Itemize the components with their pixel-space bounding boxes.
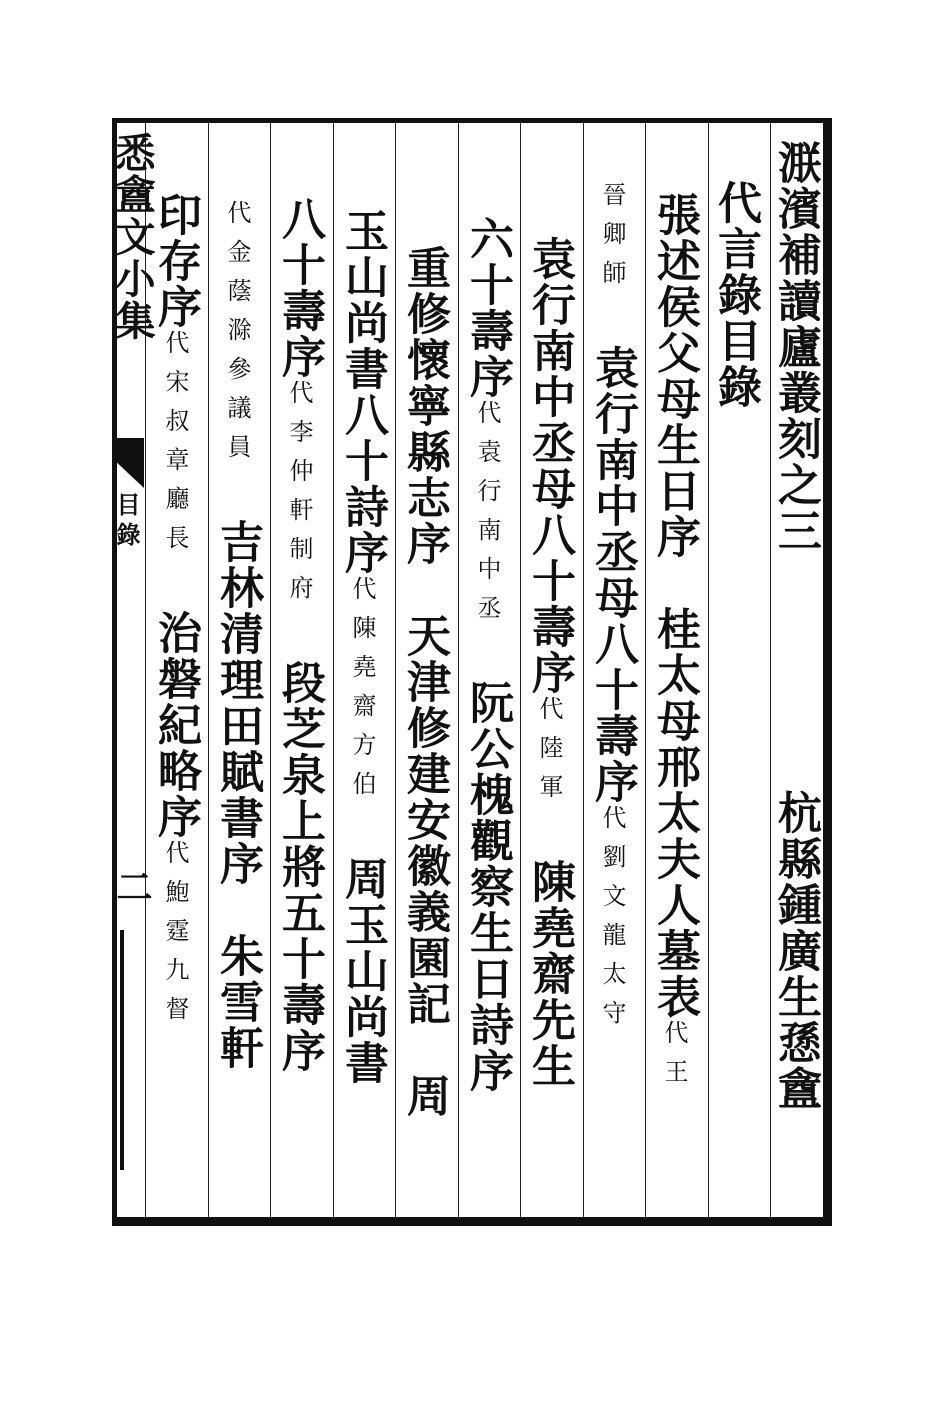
toc-entry: 印存序 bbox=[150, 192, 201, 330]
toc-column bbox=[524, 236, 575, 1089]
toc-entry: 天津修建安徽義園記 bbox=[399, 613, 450, 1027]
toc-entry: 八十壽序 bbox=[274, 196, 325, 380]
toc-entry bbox=[399, 1027, 450, 1073]
toc-note: 代劉文龍太守 bbox=[598, 805, 626, 1039]
toc-entry: 周玉山尚書 bbox=[337, 856, 388, 1086]
toc-note: 代陸軍 bbox=[535, 696, 563, 813]
toc-entry: 玉山尚書八十詩序 bbox=[337, 208, 388, 576]
toc-column bbox=[649, 192, 700, 1098]
toc-entry: 阮公槐觀察生日詩序 bbox=[462, 680, 513, 1094]
toc-column bbox=[212, 200, 263, 1071]
toc-entry: 桂太母邢太夫人墓表 bbox=[649, 606, 700, 1020]
book-title: 悉盦文小集 bbox=[109, 132, 156, 342]
toc-entry: 朱雪軒 bbox=[212, 933, 263, 1071]
toc-entry: 六十壽序 bbox=[462, 216, 513, 400]
column-rule bbox=[333, 123, 334, 1217]
toc-entry: 治磐紀略序 bbox=[150, 610, 201, 840]
toc-note: 代鮑霆九督 bbox=[161, 840, 189, 1035]
toc-entry bbox=[587, 299, 638, 345]
toc-entry bbox=[212, 473, 263, 519]
series-title: 㴨濱補讀廬叢刻之三 bbox=[770, 140, 821, 554]
column-rule bbox=[395, 123, 396, 1217]
toc-note: 代金蔭滁參議員 bbox=[223, 200, 251, 473]
toc-note: 代宋叔章廳長 bbox=[161, 330, 189, 564]
toc-column bbox=[337, 208, 388, 1086]
toc-entry bbox=[524, 813, 575, 859]
column-rule bbox=[645, 123, 646, 1217]
toc-entry bbox=[399, 567, 450, 613]
folio-line bbox=[120, 930, 124, 1170]
toc-note: 晉卿師 bbox=[598, 182, 626, 299]
toc-column bbox=[150, 192, 201, 1035]
toc-entry bbox=[274, 614, 325, 660]
toc-entry: 袁行南中丞母八十壽序 bbox=[587, 345, 638, 805]
toc-entry: 張述侯父母生日序 bbox=[649, 192, 700, 560]
toc-entry bbox=[212, 887, 263, 933]
toc-column bbox=[587, 182, 638, 1039]
toc-entry: 袁行南中丞母八十壽序 bbox=[524, 236, 575, 696]
toc-column bbox=[274, 196, 325, 1074]
toc-entry: 重修懷寧縣志序 bbox=[399, 245, 450, 567]
toc-entry bbox=[150, 564, 201, 610]
column-rule bbox=[520, 123, 521, 1217]
section-label: 目錄 bbox=[112, 492, 141, 552]
folio-number: 二 bbox=[111, 868, 153, 904]
toc-entry: 吉林清理田賦書序 bbox=[212, 519, 263, 887]
toc-entry: 陳堯齋先生 bbox=[524, 859, 575, 1089]
toc-entry: 周 bbox=[399, 1073, 450, 1119]
column-rule bbox=[208, 123, 209, 1217]
toc-entry bbox=[462, 634, 513, 680]
section-title: 代言錄目錄 bbox=[710, 180, 761, 410]
toc-note: 代王 bbox=[660, 1020, 688, 1098]
column-rule bbox=[458, 123, 459, 1217]
toc-entry bbox=[337, 810, 388, 856]
column-rule bbox=[708, 123, 709, 1217]
toc-note: 代陳堯齋方伯 bbox=[348, 576, 376, 810]
toc-entry: 段芝泉上將五十壽序 bbox=[274, 660, 325, 1074]
column-rule bbox=[583, 123, 584, 1217]
toc-note: 代李仲軒制府 bbox=[285, 380, 313, 614]
column-rule bbox=[270, 123, 271, 1217]
toc-note: 代袁行南中丞 bbox=[473, 400, 501, 634]
toc-column bbox=[399, 245, 450, 1119]
author-line: 杭縣鍾廣生愻盦 bbox=[770, 790, 821, 1112]
toc-entry bbox=[649, 560, 700, 606]
toc-column bbox=[462, 216, 513, 1094]
